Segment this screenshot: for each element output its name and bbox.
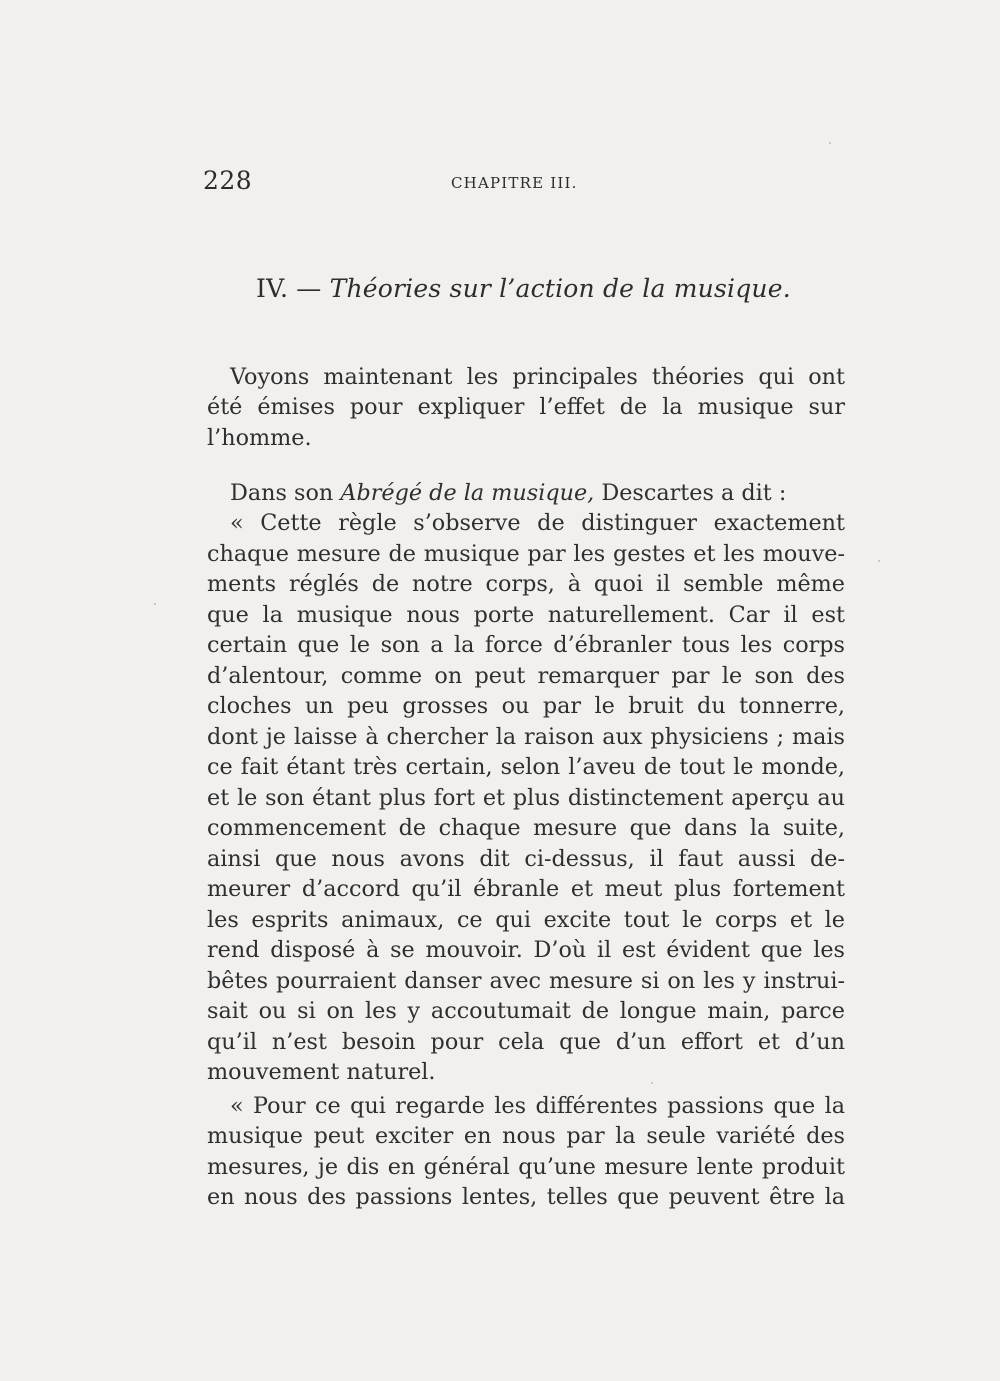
- paragraph-line: d’alentour, comme on peut remarquer par le son des: [207, 663, 845, 689]
- paragraph-line: été émises pour expliquer l’effet de la musique sur: [207, 394, 845, 420]
- paragraph-line: commencement de chaque mesure que dans la suite,: [207, 815, 845, 841]
- paragraph-line: Voyons maintenant les principales théories qui ont: [230, 364, 845, 390]
- paragraph-line: mouvement naturel.: [207, 1059, 436, 1085]
- paragraph-line: « Cette règle s’observe de distinguer exactement: [230, 510, 845, 536]
- paragraph-line: que la musique nous porte naturellement. Car il est: [207, 602, 845, 628]
- section-heading: Théories sur l’action de la musique.: [329, 274, 791, 303]
- text-fragment: Descartes a dit :: [601, 480, 787, 506]
- paragraph-line: musique peut exciter en nous par la seule variété des: [207, 1123, 845, 1149]
- book-title: Abrégé de la musique,: [340, 480, 595, 506]
- paragraph-line: l’homme.: [207, 425, 312, 451]
- paragraph-line: sait ou si on les y accoutumait de longue main, parce: [207, 998, 845, 1024]
- paper-speck: [878, 560, 880, 562]
- paper-speck: [829, 142, 831, 144]
- page-number: 228: [203, 166, 253, 195]
- paragraph-line: certain que le son a la force d’ébranler tous les corps: [207, 632, 845, 658]
- paragraph-line-with-title: [230, 482, 786, 504]
- paragraph-line: rend disposé à se mouvoir. D’où il est évident que les: [207, 937, 845, 963]
- section-number: IV. —: [256, 274, 322, 303]
- paragraph-line: ainsi que nous avons dit ci-dessus, il faut aussi de-: [207, 846, 845, 872]
- paragraph-line: mesures, je dis en général qu’une mesure lente produit: [207, 1154, 845, 1180]
- section-title: [256, 274, 791, 303]
- paragraph-line: dont je laisse à chercher la raison aux physiciens ; mais: [207, 724, 845, 750]
- paragraph-line: cloches un peu grosses ou par le bruit du tonnerre,: [207, 693, 845, 719]
- running-head: [203, 166, 848, 200]
- paper-speck: [651, 1082, 653, 1084]
- paragraph-line: meurer d’accord qu’il ébranle et meut plus fortement: [207, 876, 845, 902]
- paragraph-line: ce fait étant très certain, selon l’aveu de tout le monde,: [207, 754, 845, 780]
- paragraph-line: qu’il n’est besoin pour cela que d’un effort et d’un: [207, 1029, 845, 1055]
- text-fragment: Dans son: [230, 480, 334, 506]
- paper-speck: [154, 603, 156, 605]
- paragraph-line: bêtes pourraient danser avec mesure si on les y instrui-: [207, 968, 845, 994]
- paragraph-line: en nous des passions lentes, telles que peuvent être la: [207, 1184, 845, 1210]
- chapter-title: CHAPITRE III.: [451, 174, 578, 192]
- paragraph-line: les esprits animaux, ce qui excite tout le corps et le: [207, 907, 845, 933]
- paragraph-line: ments réglés de notre corps, à quoi il semble même: [207, 571, 845, 597]
- paragraph-line: chaque mesure de musique par les gestes et les mouve-: [207, 541, 845, 567]
- paragraph-line: et le son étant plus fort et plus distinctement aperçu au: [207, 785, 845, 811]
- paragraph-line: « Pour ce qui regarde les différentes passions que la: [230, 1093, 845, 1119]
